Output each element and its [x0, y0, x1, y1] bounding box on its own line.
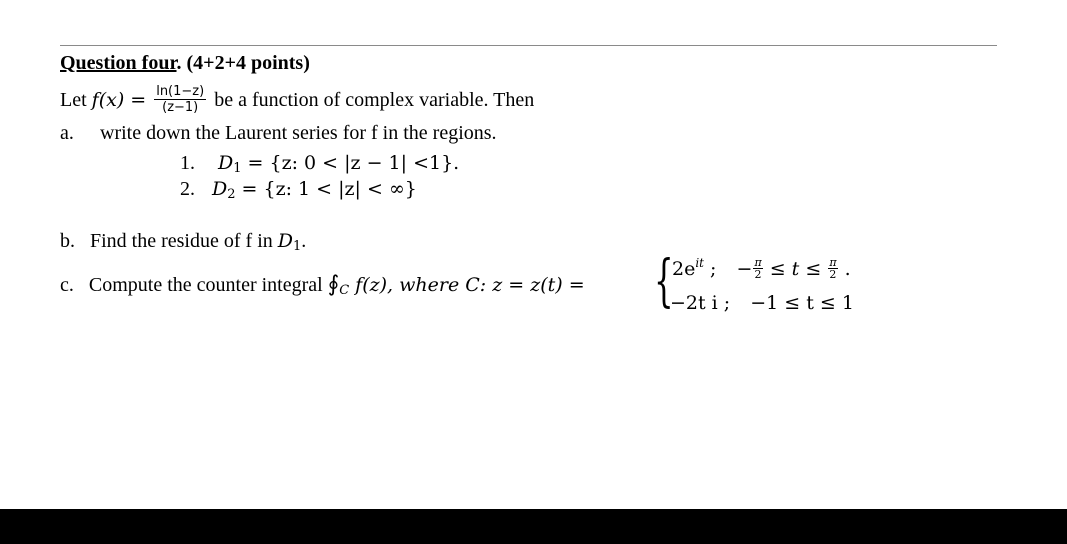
bottom-black-bar — [0, 509, 1067, 544]
intro-line — [60, 86, 534, 117]
case-1-middle: ≤ t ≤ — [763, 258, 828, 280]
part-c-letter: c. — [60, 274, 74, 296]
contour-subscript: C — [339, 283, 350, 298]
part-b-domain: D — [277, 230, 293, 252]
question-heading — [60, 51, 310, 75]
region-2-symbol: D — [212, 178, 228, 200]
part-c-expression: f(z), where C: z = z(t) = — [349, 274, 585, 296]
part-b — [60, 229, 306, 259]
question-title: Question four — [60, 52, 177, 74]
intro-let: Let — [60, 89, 92, 112]
left-brace: { — [654, 249, 674, 314]
case-1-end: . — [838, 258, 851, 280]
part-c — [60, 273, 585, 303]
intro-rest: be a function of complex variable. Then — [214, 89, 535, 112]
case-1-exponent: it — [695, 256, 705, 270]
part-a-text: write down the Laurent series for f in the regions. — [100, 122, 497, 144]
region-2-set: = {z: 1 < |z| < ∞} — [235, 178, 417, 200]
case-2 — [670, 292, 854, 314]
case-1-minus: − — [736, 258, 753, 280]
part-a-letter: a. — [60, 122, 74, 144]
part-c-text: Compute the counter integral — [88, 274, 328, 296]
region-1-symbol: D — [218, 152, 234, 174]
case-2-range: −1 ≤ t ≤ 1 — [750, 292, 854, 314]
case-2-expr: −2t i ; — [670, 292, 731, 314]
part-b-text: Find the residue of f in — [90, 230, 278, 252]
part-b-end: . — [301, 230, 307, 252]
case-1-expr: 2e — [672, 258, 696, 280]
case-1 — [672, 256, 851, 282]
part-b-letter: b. — [60, 230, 75, 252]
upper-fraction-numerator: π — [829, 255, 837, 269]
part-b-subscript: 1 — [292, 239, 302, 254]
upper-fraction-denominator: 2 — [829, 267, 837, 281]
case-1-separator: ; — [704, 258, 717, 280]
region-1-number: 1. — [180, 152, 195, 174]
piecewise-definition — [654, 249, 884, 320]
fraction-numerator: ln(1−z) — [156, 84, 205, 99]
region-2-number: 2. — [180, 178, 195, 200]
question-points: . (4+2+4 points) — [176, 52, 310, 74]
contour-integral-symbol: ∮ — [327, 272, 340, 297]
region-1-subscript: 1 — [233, 161, 242, 176]
case-1-upper-fraction — [828, 257, 837, 280]
region-2-subscript: 2 — [227, 187, 236, 202]
region-item-2 — [180, 177, 417, 207]
lower-fraction-numerator: π — [754, 255, 762, 269]
fraction-denominator: (z−1) — [162, 100, 199, 115]
top-rule — [60, 45, 997, 46]
region-1-set: = {z: 0 < |z − 1| <1}. — [241, 152, 460, 174]
case-1-lower-fraction — [753, 257, 762, 280]
lower-fraction-denominator: 2 — [754, 267, 762, 281]
function-fraction — [154, 84, 206, 115]
function-name: f(x) = — [91, 89, 147, 112]
